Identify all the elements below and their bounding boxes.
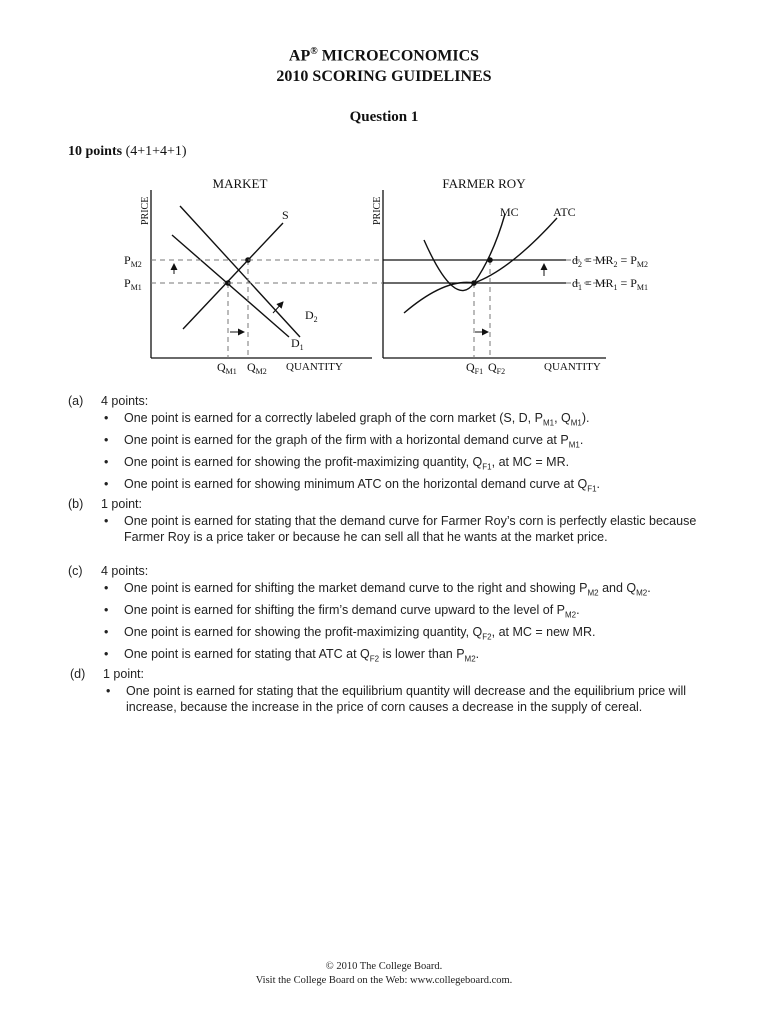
part-a-bullet-2: • One point is earned for the graph of the firm with a horizontal demand curve at $P_{M1}$. <box>104 432 584 449</box>
market-title: MARKET <box>212 176 268 191</box>
part-a-label: (a) <box>68 394 84 408</box>
market-graph <box>124 176 372 376</box>
part-d-label: (d) <box>70 667 86 681</box>
part-c-bullet-1: • One point is earned for shifting the market demand curve to the right and showing $P_{M2}$ and $Q_{M2}$. <box>104 580 651 597</box>
part-b-label: (b) <box>68 497 84 511</box>
part-c-bullet-4: • One point is earned for stating that ATC at $Q_{F2}$ is lower than $P_{M2}$. <box>104 646 480 663</box>
part-c-bullet-3: • One point is earned for showing the profit-maximizing quantity, $Q_{F2}$, at MC = new MR. <box>104 624 596 641</box>
market-price-label: PRICE <box>140 196 151 225</box>
market-quantity-label: QUANTITY <box>286 361 343 373</box>
d2-mr2-label: $d_2 = MR_2 = P_{M2}$ <box>572 253 649 269</box>
pm2-label: $P_{M2}$ <box>124 253 142 269</box>
part-d-points: 1 point: <box>103 667 145 681</box>
supply-curve <box>183 223 283 329</box>
supply-label: S <box>282 208 289 222</box>
demand-shift-arrow <box>273 302 283 313</box>
atc-curve <box>404 218 557 313</box>
qm1-label: $Q_{M1}$ <box>217 360 237 376</box>
part-a-bullet-1: • One point is earned for a correctly labeled graph of the corn market (S, D, $P_{M1}$, $Q_{M1}$). <box>104 410 590 427</box>
footer-website: Visit the College Board on the Web: www.collegeboard.com. <box>255 975 513 986</box>
economics-graphs <box>0 170 768 385</box>
firm-new-equilibrium <box>487 257 493 263</box>
part-b-points: 1 point: <box>101 497 143 511</box>
d1-label: $D_1$ <box>291 336 304 352</box>
mc-label: MC <box>500 205 519 219</box>
header-line-2: 2010 SCORING GUIDELINES <box>276 68 492 85</box>
part-c-points: 4 points: <box>101 564 149 578</box>
qm2-label: $Q_{M2}$ <box>247 360 267 376</box>
qf2-label: $Q_{F2}$ <box>488 360 506 376</box>
part-a-bullet-3: • One point is earned for showing the profit-maximizing quantity, $Q_{F1}$, at MC = MR. <box>104 454 570 471</box>
points-summary: 10 points (4+1+4+1) <box>68 144 187 159</box>
firm-quantity-label: QUANTITY <box>544 361 601 373</box>
part-d-bullet-1: • One point is earned for stating that the equilibrium quantity will decrease and the equilibrium price will increase, because the increase in the price of corn causes a decrease in the supply of cereal. <box>106 683 687 714</box>
demand-curve-d2 <box>180 206 300 337</box>
atc-label: ATC <box>553 205 576 219</box>
firm-price-label: PRICE <box>372 196 383 225</box>
d2-label: $D_2$ <box>305 308 318 324</box>
pm1-label: $P_{M1}$ <box>124 276 142 292</box>
firm-min-atc-point <box>471 280 477 286</box>
part-a-bullet-4: • One point is earned for showing minimum ATC on the horizontal demand curve at $Q_{F1}$. <box>104 476 601 493</box>
part-a-points: 4 points: <box>101 394 149 408</box>
firm-title: FARMER ROY <box>442 176 526 191</box>
part-c-bullet-2: • One point is earned for shifting the firm’s demand curve upward to the level of $P_{M2}$. <box>104 602 580 619</box>
d1-mr1-label: $d_1 = MR_1 = P_{M1}$ <box>572 276 649 292</box>
footer-copyright: © 2010 The College Board. <box>325 961 443 972</box>
part-b-bullet-1: • One point is earned for stating that the demand curve for Farmer Roy’s corn is perfectly elastic because Farmer Roy is a price taker or because he can sell all that he wants at the market price. <box>104 513 697 544</box>
header-line-1: AP® MICROECONOMICS <box>288 46 480 65</box>
mc-curve <box>424 214 505 291</box>
question-title: Question 1 <box>349 109 419 125</box>
part-c-label: (c) <box>68 564 83 578</box>
qf1-label: $Q_{F1}$ <box>466 360 484 376</box>
